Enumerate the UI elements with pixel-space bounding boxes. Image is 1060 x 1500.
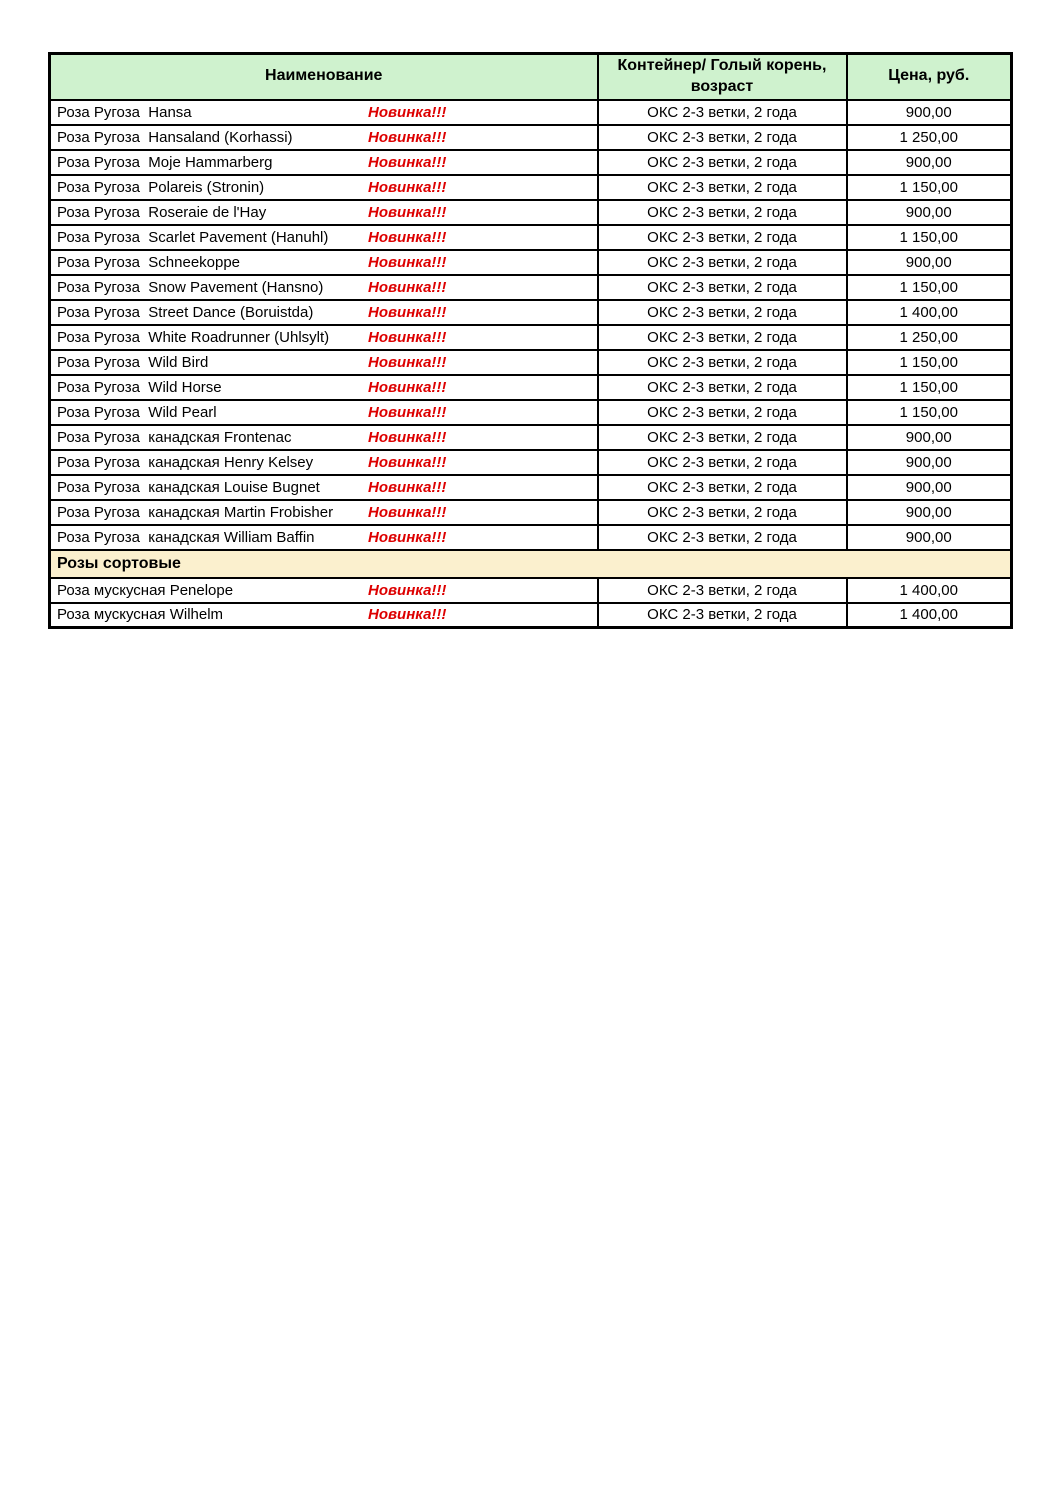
- section-label: Розы сортовые: [50, 550, 1012, 578]
- table-row: [50, 578, 1012, 603]
- table-row: [50, 300, 1012, 325]
- price-cell: 900,00: [847, 475, 1012, 500]
- novelty-badge: Новинка!!!: [368, 153, 447, 171]
- table-header: [50, 54, 1012, 100]
- container-cell: ОКС 2-3 ветки, 2 года: [598, 500, 847, 525]
- name-cell: [50, 150, 598, 175]
- column-header-price: Цена, руб.: [847, 54, 1012, 100]
- price-cell: 900,00: [847, 100, 1012, 125]
- item-name: Роза мускусная Penelope: [57, 581, 234, 599]
- price-cell: 1 150,00: [847, 375, 1012, 400]
- name-wrap: [57, 304, 591, 321]
- novelty-badge: Новинка!!!: [368, 353, 447, 371]
- item-name: Роза Ругоза Polareis (Stronin): [57, 178, 265, 196]
- name-cell: [50, 578, 598, 603]
- name-cell: [50, 250, 598, 275]
- item-name: Роза Ругоза Wild Pearl: [57, 403, 217, 421]
- novelty-badge: Новинка!!!: [368, 178, 447, 196]
- price-cell: 1 150,00: [847, 175, 1012, 200]
- item-name: Роза Ругоза White Roadrunner (Uhlsylt): [57, 328, 330, 346]
- name-wrap: [57, 454, 591, 471]
- item-name: Роза Ругоза канадская Frontenac: [57, 428, 292, 446]
- novelty-badge: Новинка!!!: [368, 253, 447, 271]
- price-cell: 900,00: [847, 425, 1012, 450]
- container-cell: ОКС 2-3 ветки, 2 года: [598, 275, 847, 300]
- novelty-badge: Новинка!!!: [368, 528, 447, 546]
- container-cell: ОКС 2-3 ветки, 2 года: [598, 525, 847, 550]
- novelty-badge: Новинка!!!: [368, 606, 447, 624]
- name-wrap: [57, 504, 591, 521]
- name-cell: [50, 425, 598, 450]
- name-cell: [50, 375, 598, 400]
- table-row: [50, 325, 1012, 350]
- item-name: Роза Ругоза Hansa: [57, 103, 192, 121]
- item-name: Роза Ругоза Hansaland (Korhassi): [57, 128, 293, 146]
- table-row: [50, 275, 1012, 300]
- novelty-badge: Новинка!!!: [368, 378, 447, 396]
- name-cell: [50, 100, 598, 125]
- container-cell: ОКС 2-3 ветки, 2 года: [598, 125, 847, 150]
- table-row: [50, 225, 1012, 250]
- name-cell: [50, 400, 598, 425]
- item-name: Роза Ругоза Street Dance (Boruistda): [57, 303, 314, 321]
- table-row: [50, 200, 1012, 225]
- price-cell: 1 150,00: [847, 400, 1012, 425]
- novelty-badge: Новинка!!!: [368, 303, 447, 321]
- name-cell: [50, 525, 598, 550]
- name-cell: [50, 350, 598, 375]
- name-wrap: [57, 254, 591, 271]
- table-body: [50, 100, 1012, 628]
- name-cell: [50, 125, 598, 150]
- price-cell: 1 400,00: [847, 300, 1012, 325]
- name-cell: [50, 325, 598, 350]
- container-cell: ОКС 2-3 ветки, 2 года: [598, 150, 847, 175]
- name-cell: [50, 603, 598, 628]
- name-wrap: [57, 529, 591, 546]
- price-cell: 900,00: [847, 150, 1012, 175]
- name-wrap: [57, 279, 591, 296]
- novelty-badge: Новинка!!!: [368, 453, 447, 471]
- name-wrap: [57, 606, 591, 623]
- container-cell: ОКС 2-3 ветки, 2 года: [598, 200, 847, 225]
- item-name: Роза Ругоза Wild Horse: [57, 378, 222, 396]
- name-wrap: [57, 379, 591, 396]
- price-cell: 1 400,00: [847, 603, 1012, 628]
- table-row: [50, 425, 1012, 450]
- name-cell: [50, 475, 598, 500]
- name-cell: [50, 200, 598, 225]
- price-cell: 900,00: [847, 500, 1012, 525]
- container-cell: ОКС 2-3 ветки, 2 года: [598, 375, 847, 400]
- novelty-badge: Новинка!!!: [368, 128, 447, 146]
- novelty-badge: Новинка!!!: [368, 278, 447, 296]
- item-name: Роза Ругоза канадская William Baffin: [57, 528, 315, 546]
- name-wrap: [57, 582, 591, 599]
- novelty-badge: Новинка!!!: [368, 403, 447, 421]
- container-cell: ОКС 2-3 ветки, 2 года: [598, 325, 847, 350]
- column-header-name: Наименование: [50, 54, 598, 100]
- document-sheet: [48, 52, 1013, 629]
- table-row: [50, 525, 1012, 550]
- table-row: [50, 250, 1012, 275]
- name-wrap: [57, 479, 591, 496]
- name-cell: [50, 450, 598, 475]
- name-wrap: [57, 354, 591, 371]
- container-cell: ОКС 2-3 ветки, 2 года: [598, 603, 847, 628]
- header-row: [50, 54, 1012, 100]
- name-cell: [50, 275, 598, 300]
- name-wrap: [57, 329, 591, 346]
- novelty-badge: Новинка!!!: [368, 581, 447, 599]
- price-table: [48, 52, 1013, 629]
- item-name: Роза Ругоза Moje Hammarberg: [57, 153, 273, 171]
- table-row: [50, 100, 1012, 125]
- table-row: [50, 375, 1012, 400]
- price-cell: 900,00: [847, 200, 1012, 225]
- price-cell: 1 150,00: [847, 275, 1012, 300]
- table-row: [50, 175, 1012, 200]
- item-name: Роза Ругоза Schneekoppe: [57, 253, 241, 271]
- container-cell: ОКС 2-3 ветки, 2 года: [598, 300, 847, 325]
- item-name: Роза Ругоза канадская Henry Kelsey: [57, 453, 314, 471]
- price-cell: 900,00: [847, 250, 1012, 275]
- item-name: Роза мускусная Wilhelm: [57, 606, 224, 624]
- price-cell: 1 150,00: [847, 225, 1012, 250]
- item-name: Роза Ругоза Snow Pavement (Hansno): [57, 278, 324, 296]
- item-name: Роза Ругоза Wild Bird: [57, 353, 209, 371]
- container-cell: ОКС 2-3 ветки, 2 года: [598, 400, 847, 425]
- container-cell: ОКС 2-3 ветки, 2 года: [598, 475, 847, 500]
- price-cell: 1 150,00: [847, 350, 1012, 375]
- container-cell: ОКС 2-3 ветки, 2 года: [598, 175, 847, 200]
- table-row: [50, 150, 1012, 175]
- price-cell: 1 400,00: [847, 578, 1012, 603]
- name-wrap: [57, 179, 591, 196]
- item-name: Роза Ругоза Scarlet Pavement (Hanuhl): [57, 228, 329, 246]
- novelty-badge: Новинка!!!: [368, 103, 447, 121]
- table-row: [50, 603, 1012, 628]
- container-cell: ОКС 2-3 ветки, 2 года: [598, 100, 847, 125]
- price-cell: 900,00: [847, 525, 1012, 550]
- section-row: [50, 550, 1012, 578]
- table-row: [50, 450, 1012, 475]
- name-wrap: [57, 104, 591, 121]
- table-row: [50, 500, 1012, 525]
- novelty-badge: Новинка!!!: [368, 428, 447, 446]
- name-wrap: [57, 229, 591, 246]
- name-wrap: [57, 404, 591, 421]
- column-header-container: Контейнер/ Голый корень, возраст: [598, 54, 847, 100]
- container-cell: ОКС 2-3 ветки, 2 года: [598, 450, 847, 475]
- table-row: [50, 125, 1012, 150]
- name-cell: [50, 300, 598, 325]
- container-cell: ОКС 2-3 ветки, 2 года: [598, 250, 847, 275]
- novelty-badge: Новинка!!!: [368, 328, 447, 346]
- name-wrap: [57, 129, 591, 146]
- container-cell: ОКС 2-3 ветки, 2 года: [598, 225, 847, 250]
- name-cell: [50, 225, 598, 250]
- novelty-badge: Новинка!!!: [368, 203, 447, 221]
- price-cell: 1 250,00: [847, 325, 1012, 350]
- name-wrap: [57, 154, 591, 171]
- item-name: Роза Ругоза канадская Louise Bugnet: [57, 478, 320, 496]
- novelty-badge: Новинка!!!: [368, 503, 447, 521]
- item-name: Роза Ругоза канадская Martin Frobisher: [57, 503, 334, 521]
- container-cell: ОКС 2-3 ветки, 2 года: [598, 350, 847, 375]
- table-row: [50, 350, 1012, 375]
- name-wrap: [57, 429, 591, 446]
- name-wrap: [57, 204, 591, 221]
- price-cell: 900,00: [847, 450, 1012, 475]
- price-cell: 1 250,00: [847, 125, 1012, 150]
- name-cell: [50, 175, 598, 200]
- novelty-badge: Новинка!!!: [368, 478, 447, 496]
- item-name: Роза Ругоза Roseraie de l'Hay: [57, 203, 267, 221]
- name-cell: [50, 500, 598, 525]
- container-cell: ОКС 2-3 ветки, 2 года: [598, 578, 847, 603]
- table-row: [50, 475, 1012, 500]
- novelty-badge: Новинка!!!: [368, 228, 447, 246]
- table-row: [50, 400, 1012, 425]
- container-cell: ОКС 2-3 ветки, 2 года: [598, 425, 847, 450]
